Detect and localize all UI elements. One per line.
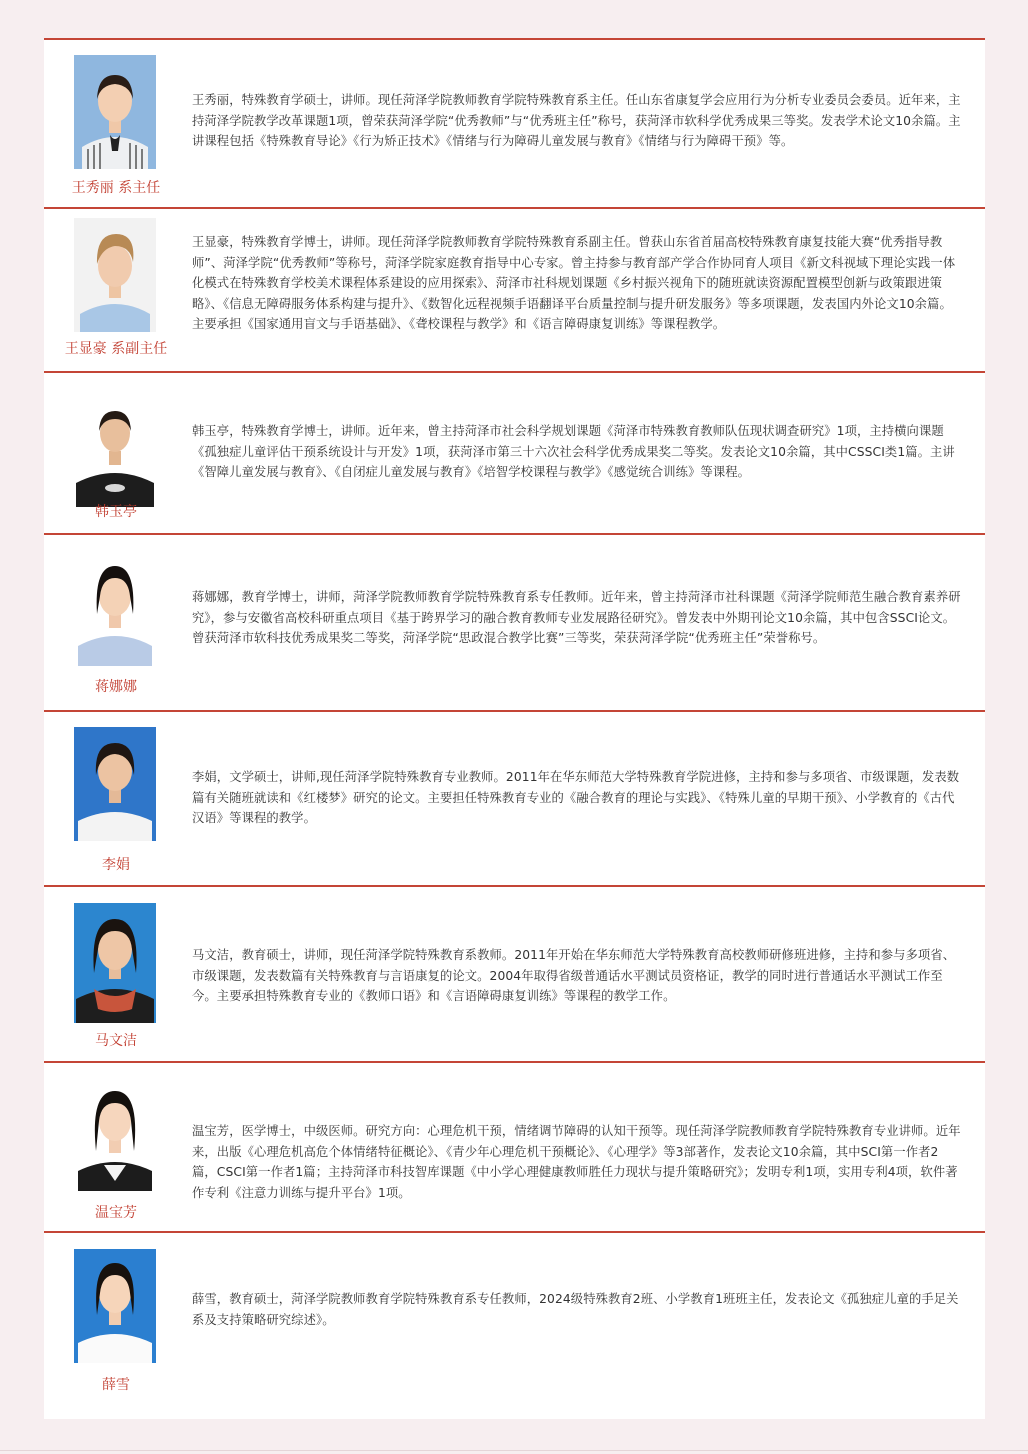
faculty-bio: 李娟，文学硕士，讲师,现任菏泽学院特殊教育专业教师。2011年在华东师范大学特殊教育学院进修，主持和参与多项省、市级课题，发表数篇有关随班就读和《红楼梦》研究的论文。主要担任特殊教育专业的《融合教育的理论与实践》、《特殊儿童的早期干预》、小学教育的《古代汉语》等课程的教学。: [192, 770, 960, 826]
faculty-entry: [44, 712, 985, 887]
faculty-name: 李娟: [102, 857, 130, 873]
portrait-photo: [74, 1249, 156, 1363]
faculty-entry: [44, 209, 985, 373]
portrait-photo: [74, 727, 156, 841]
faculty-name: 蒋娜娜: [95, 679, 137, 695]
faculty-entry: [44, 535, 985, 712]
portrait-photo: [74, 903, 156, 1023]
faculty-list: [44, 38, 985, 1419]
faculty-bio: 韩玉亭，特殊教育学博士，讲师。近年来，曾主持菏泽市社会科学规划课题《菏泽市特殊教育教师队伍现状调查研究》1项，主持横向课题《孤独症儿童评估干预系统设计与开发》1项，获菏泽市第三十六次社会科学优秀成果奖二等奖。发表论文10余篇，其中CSSCI类1篇。主讲《智障儿童发展与教育》、《自闭症儿童发展与教育》《培智学校课程与教学》《感觉统合训练》等课程。: [192, 424, 955, 480]
page-divider: [0, 1450, 1028, 1451]
portrait-photo: [74, 55, 156, 169]
portrait-photo: [74, 393, 156, 507]
faculty-bio: 王秀丽，特殊教育学硕士，讲师。现任菏泽学院教师教育学院特殊教育系主任。任山东省康复学会应用行为分析专业委员会委员。近年来，主持菏泽学院教学改革课题1项，曾荣获菏泽学院“优秀教师”与“优秀班主任”称号，获菏泽市软科学优秀成果三等奖。发表学术论文10余篇。主讲课程包括《特殊教育导论》《行为矫正技术》《情绪与行为障碍儿童发展与教育》《情绪与行为障碍干预》等。: [192, 93, 961, 149]
faculty-entry: [44, 1233, 985, 1419]
faculty-bio: 蒋娜娜，教育学博士，讲师，菏泽学院教师教育学院特殊教育系专任教师。近年来，曾主持菏泽市社科课题《菏泽学院师范生融合教育素养研究》，参与安徽省高校科研重点项目《基于跨界学习的融合教育教师专业发展路径研究》。曾发表中外期刊论文10余篇，其中包含SSCI论文。曾获菏泽市软科技优秀成果奖二等奖，菏泽学院“思政混合教学比赛”三等奖，荣获菏泽学院“优秀班主任”荣誉称号。: [192, 590, 961, 646]
faculty-entry: [44, 887, 985, 1063]
faculty-name: 马文洁: [95, 1033, 137, 1049]
faculty-name: 王显豪 系副主任: [64, 341, 168, 357]
portrait-photo: [74, 218, 156, 332]
faculty-bio: 王显豪，特殊教育学博士，讲师。现任菏泽学院教师教育学院特殊教育系副主任。曾获山东省首届高校特殊教育康复技能大赛“优秀指导教师”、菏泽学院“优秀教师”等称号，菏泽学院家庭教育指导中心专家。曾主持参与教育部产学合作协同育人项目《新文科视域下理论实践一体化模式在特殊教育学校美术课程体系建设的应用探索》、菏泽市社科规划课题《乡村振兴视角下的随班就读资源配置模型创新与政策跟进策略》、《信息无障碍服务体系构建与提升》、《数智化远程视频手语翻译平台质量控制与提升研发服务》等多项课题，发表国内外论文10余篇。主要承担《国家通用盲文与手语基础》、《聋校课程与教学》和《语言障碍康复训练》等课程教学。: [192, 235, 956, 332]
portrait-photo: [74, 552, 156, 666]
faculty-entry: [44, 40, 985, 209]
faculty-name: 韩玉亭: [95, 504, 137, 520]
faculty-entry: [44, 373, 985, 535]
faculty-bio: 温宝芳，医学博士，中级医师。研究方向：心理危机干预，情绪调节障碍的认知干预等。现任菏泽学院教师教育学院特殊教育专业讲师。近年来，出版《心理危机高危个体情绪特征概论》、《青少年心理危机干预概论》、《心理学》等3部著作，发表论文10余篇，其中SCI第一作者2篇，CSCI第一作者1篇；主持菏泽市科技智库课题《中小学心理健康教师胜任力现状与提升策略研究》；发明专利1项，实用专利4项，软件著作专利《注意力训练与提升平台》1项。: [192, 1124, 961, 1200]
faculty-entry: [44, 1063, 985, 1233]
faculty-name: 薛雪: [102, 1377, 130, 1393]
faculty-name: 王秀丽 系主任: [71, 180, 161, 196]
faculty-bio: 薛雪，教育硕士，菏泽学院教师教育学院特殊教育系专任教师，2024级特殊教育2班、小学教育1班班主任，发表论文《孤独症儿童的手足关系及支持策略研究综述》。: [192, 1292, 959, 1327]
portrait-photo: [74, 1077, 156, 1191]
faculty-name: 温宝芳: [95, 1205, 137, 1221]
faculty-bio: 马文洁，教育硕士，讲师，现任菏泽学院特殊教育系教师。2011年开始在华东师范大学特殊教育高校教师研修班进修，主持和参与多项省、市级课题，发表数篇有关特殊教育与言语康复的论文。2004年取得省级普通话水平测试员资格证，教学的同时进行普通话水平测试工作至今。主要承担特殊教育专业的《教师口语》和《言语障碍康复训练》等课程的教学工作。: [192, 948, 956, 1004]
